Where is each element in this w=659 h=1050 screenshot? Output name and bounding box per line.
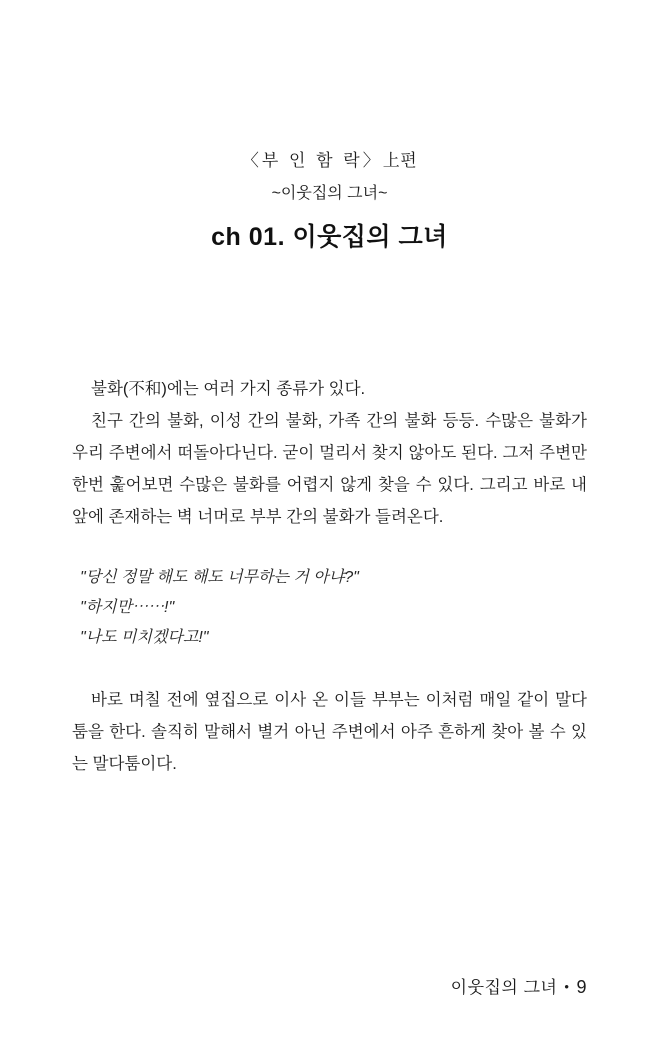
paragraph-group [72,684,587,781]
series-title-volume: 上편 [382,151,418,170]
dialogue-line: "하지만⋯⋯!" [80,598,175,616]
series-title [72,148,587,174]
dialogue-line: "당신 정말 해도 해도 너무하는 거 아냐?" [80,569,359,587]
footer-running-title: 이웃집의 그녀 [450,978,558,997]
paragraph: 친구 간의 불화, 이성 간의 불화, 가족 간의 불화 등등. 수많은 불화가 우리 주변에서 떠돌아다닌다. 굳이 멀리서 찾지 않아도 된다. 그저 주변만 한번 훑어보면 수많은 불화를 어렵지 않게 찾을 수 있다. 그리고 바로 내 앞에 존재하는 벽 너머로 부부 간의 불화가 들려온다. [72,411,587,527]
dialogue-line: "나도 미치겠다고!" [80,628,209,646]
dialogue-block [72,563,587,652]
page-header [72,0,587,255]
chapter-title: ch 01. 이웃집의 그녀 [211,222,448,251]
paragraph: 바로 며칠 전에 옆집으로 이사 온 이들 부부는 이처럼 매일 같이 말다툼을 한다. 솔직히 말해서 별거 아닌 주변에서 아주 흔하게 찾아 볼 수 있는 말다툼이다. [72,691,587,774]
page-footer [451,973,587,998]
series-title-main: 〈부 인 함 락〉 [241,151,383,170]
page-number: 9 [576,977,587,997]
footer-separator: • [564,979,570,994]
paragraph: 불화(不和)에는 여러 가지 종류가 있다. [91,379,366,398]
series-subtitle: ~이웃집의 그녀~ [271,184,388,202]
page-body [72,373,587,781]
